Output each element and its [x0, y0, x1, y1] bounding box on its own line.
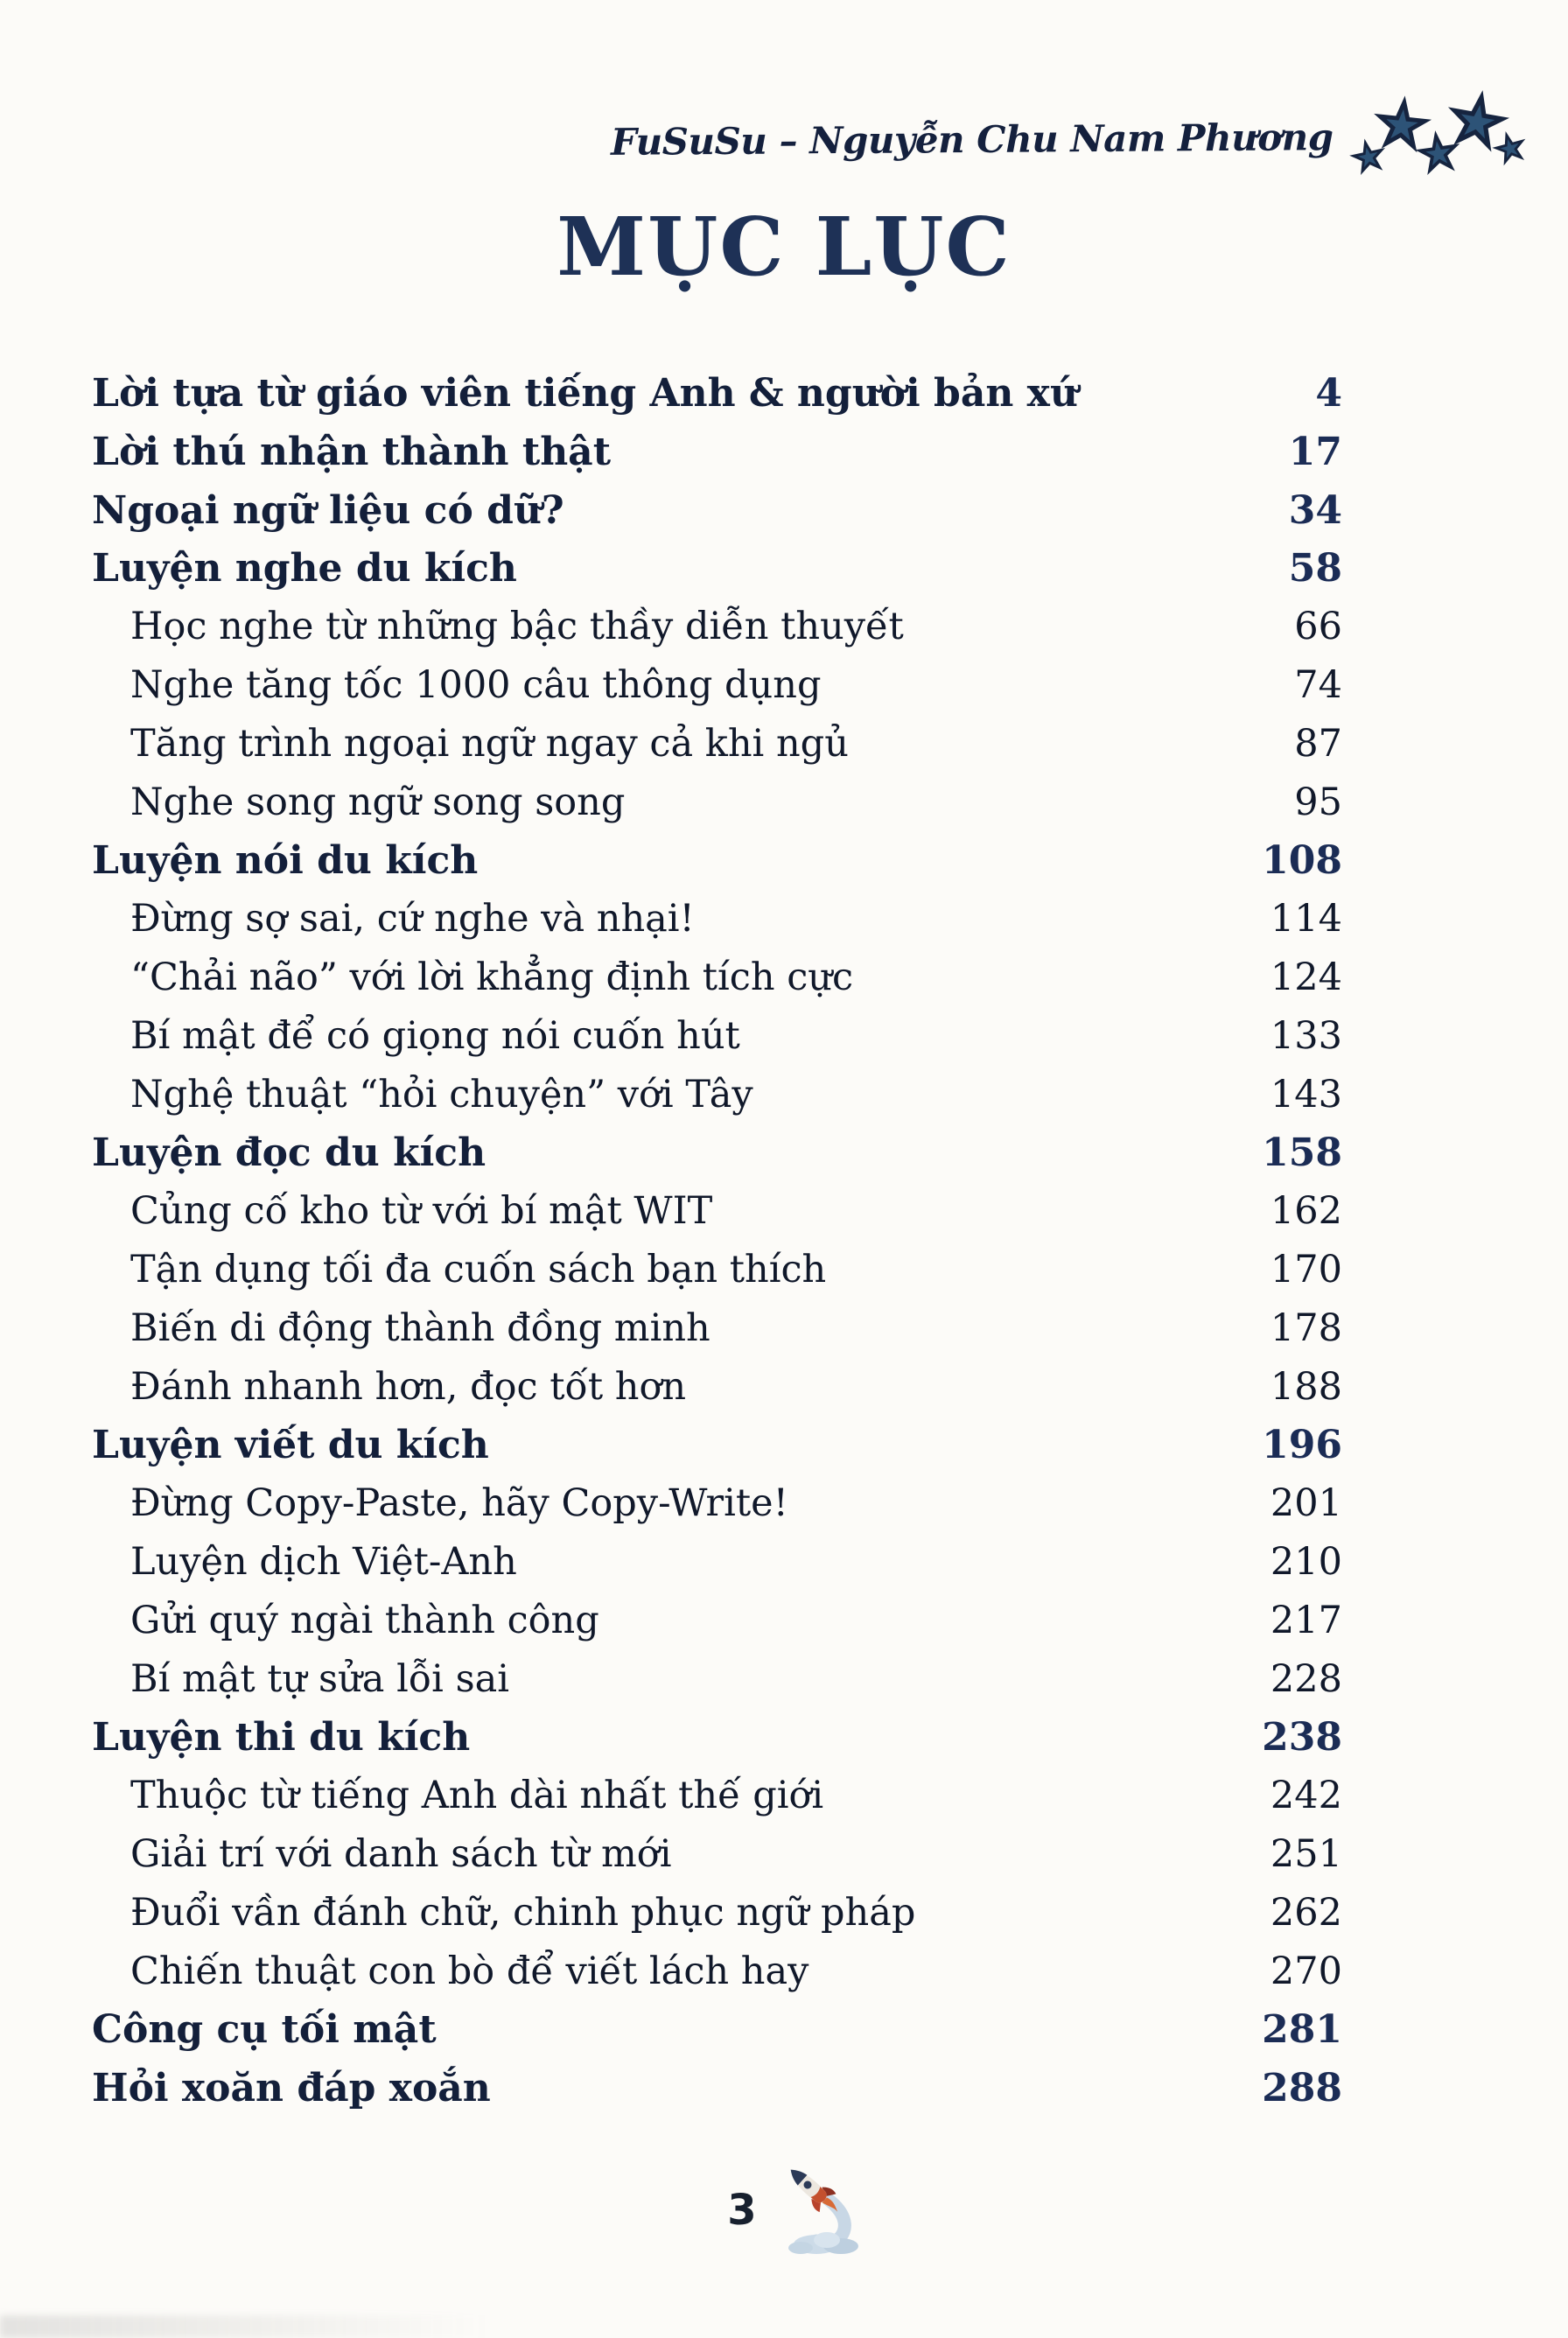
toc-entry-label: Luyện viết du kích	[92, 1423, 489, 1468]
toc-entry	[92, 722, 1342, 780]
toc-entry	[92, 2066, 1342, 2124]
toc-entry	[92, 1832, 1342, 1891]
toc-entry-label: Củng cố kho từ với bí mật WIT	[130, 1189, 713, 1234]
toc-entry	[92, 1014, 1342, 1073]
toc-entry-page: 133	[1270, 1013, 1342, 1058]
author-header: FuSuSu – Nguyễn Chu Nam Phương	[611, 115, 1334, 164]
toc-entry-page: 242	[1270, 1774, 1342, 1818]
toc-entry	[92, 1891, 1342, 1950]
toc-entry-label: Đuổi vần đánh chữ, chinh phục ngữ pháp	[130, 1890, 916, 1935]
toc-entry	[92, 1306, 1342, 1365]
toc-entry-label: Tận dụng tối đa cuốn sách bạn thích	[130, 1247, 827, 1292]
toc-entry-label: Nghệ thuật “hỏi chuyện” với Tây	[130, 1072, 753, 1116]
toc-entry	[92, 1657, 1342, 1716]
toc-entry	[92, 1248, 1342, 1306]
page-title: MỤC LỤC	[556, 200, 1012, 294]
toc-entry	[92, 1481, 1342, 1540]
toc-entry-page: 74	[1294, 662, 1342, 707]
toc-entry	[92, 1540, 1342, 1599]
toc-entry-page: 143	[1270, 1072, 1342, 1116]
toc-entry-label: Đánh nhanh hơn, đọc tốt hơn	[130, 1364, 687, 1409]
toc-entry	[92, 1715, 1342, 1774]
toc-entry-label: Nghe song ngữ song song	[130, 780, 626, 824]
toc-entry-page: 4	[1315, 371, 1342, 416]
toc-entry-page: 281	[1262, 2007, 1342, 2053]
toc-entry-page: 124	[1270, 955, 1342, 999]
toc-entry	[92, 605, 1342, 663]
toc-entry	[92, 1774, 1342, 1832]
toc-entry	[92, 897, 1342, 956]
toc-entry-page: 262	[1270, 1890, 1342, 1935]
toc-entry-page: 210	[1270, 1539, 1342, 1584]
toc-list	[92, 371, 1342, 2124]
toc-entry	[92, 956, 1342, 1014]
toc-entry	[92, 780, 1342, 839]
toc-entry-label: Gửi quý ngài thành công	[130, 1598, 599, 1642]
toc-entry-page: 170	[1270, 1247, 1342, 1292]
toc-entry-label: Lời tựa từ giáo viên tiếng Anh & người bản xứ	[92, 371, 1078, 416]
page-footer	[0, 2146, 1568, 2264]
toc-entry-page: 288	[1262, 2066, 1342, 2111]
toc-entry-label: Tăng trình ngoại ngữ ngay cả khi ngủ	[130, 721, 849, 766]
toc-entry	[92, 1599, 1342, 1657]
toc-entry-label: Ngoại ngữ liệu có dữ?	[92, 487, 564, 533]
toc-entry-page: 217	[1270, 1598, 1342, 1642]
toc-entry-page: 178	[1270, 1306, 1342, 1350]
toc-entry	[92, 1950, 1342, 2008]
toc-entry	[92, 488, 1342, 547]
toc-entry-label: Lời thú nhận thành thật	[92, 429, 612, 474]
toc-entry-label: Luyện dịch Việt-Anh	[130, 1539, 517, 1584]
toc-entry-page: 114	[1270, 897, 1342, 942]
toc-entry-page: 251	[1270, 1831, 1342, 1876]
toc-entry-label: Bí mật để có giọng nói cuốn hút	[130, 1013, 740, 1058]
toc-entry-page: 66	[1294, 605, 1342, 649]
toc-entry-page: 238	[1262, 1715, 1342, 1760]
toc-entry-page: 162	[1270, 1189, 1342, 1234]
toc-entry	[92, 1073, 1342, 1131]
toc-entry-page: 34	[1288, 487, 1342, 533]
five-stars-icon	[1346, 72, 1528, 194]
toc-entry-page: 228	[1270, 1656, 1342, 1701]
toc-entry-label: Bí mật tự sửa lỗi sai	[130, 1656, 510, 1701]
toc-entry-page: 270	[1270, 1949, 1342, 1993]
toc-entry	[92, 663, 1342, 722]
toc-entry-label: Chiến thuật con bò để viết lách hay	[130, 1949, 809, 1993]
toc-entry-page: 158	[1262, 1130, 1342, 1176]
toc-entry-page: 87	[1294, 721, 1342, 766]
toc-entry-label: Hỏi xoăn đáp xoắn	[92, 2066, 491, 2111]
toc-entry	[92, 1365, 1342, 1424]
toc-entry-label: Đừng Copy-Paste, hãy Copy-Write!	[130, 1481, 788, 1526]
toc-entry	[92, 2007, 1342, 2066]
toc-entry	[92, 838, 1342, 897]
toc-entry-page: 196	[1262, 1423, 1342, 1468]
toc-entry-page: 95	[1294, 780, 1342, 824]
toc-entry	[92, 371, 1342, 430]
toc-entry-label: “Chải não” với lời khẳng định tích cực	[130, 955, 854, 999]
toc-entry-page: 17	[1288, 429, 1342, 474]
toc-entry	[92, 1130, 1342, 1189]
toc-entry-label: Giải trí với danh sách từ mới	[130, 1831, 672, 1876]
rocket-icon	[762, 2146, 893, 2264]
toc-entry-page: 188	[1270, 1364, 1342, 1409]
toc-entry-label: Nghe tăng tốc 1000 câu thông dụng	[130, 662, 822, 707]
toc-entry-label: Luyện nghe du kích	[92, 546, 517, 592]
toc-entry-page: 108	[1262, 838, 1342, 884]
toc-entry	[92, 546, 1342, 605]
toc-entry-label: Đừng sợ sai, cứ nghe và nhại!	[130, 897, 695, 942]
toc-entry-page: 58	[1288, 546, 1342, 592]
page-header	[611, 84, 1528, 194]
page-number: 3	[727, 2186, 757, 2235]
toc-entry-label: Thuộc từ tiếng Anh dài nhất thế giới	[130, 1774, 824, 1818]
toc-entry-label: Học nghe từ những bậc thầy diễn thuyết	[130, 605, 904, 649]
toc-entry	[92, 1423, 1342, 1481]
toc-entry-label: Công cụ tối mật	[92, 2007, 437, 2053]
toc-entry	[92, 430, 1342, 488]
toc-entry-label: Luyện thi du kích	[92, 1715, 471, 1760]
toc-entry-label: Biến di động thành đồng minh	[130, 1306, 710, 1350]
toc-entry-label: Luyện đọc du kích	[92, 1130, 486, 1176]
toc-entry-label: Luyện nói du kích	[92, 838, 479, 884]
toc-entry-page: 201	[1270, 1481, 1342, 1526]
toc-entry	[92, 1189, 1342, 1248]
